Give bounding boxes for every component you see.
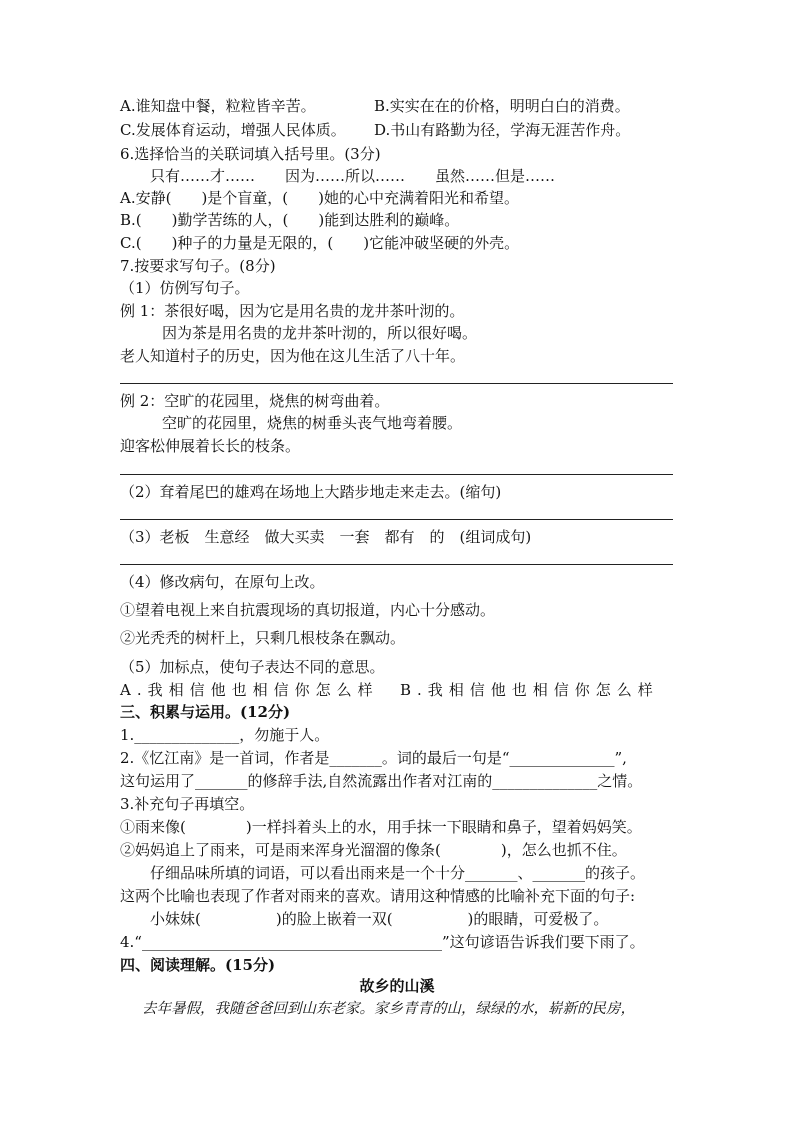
s3-q2a: 2.《忆江南》是一首词，作者是_______。词的最后一句是“______________”, [120,749,627,767]
s3-q2b: 这句运用了_______的修辞手法,自然流露出作者对江南的______________之情。 [120,772,643,790]
section-3-heading: 三、积累与运用。(12分) [120,703,291,721]
q6-b: B.( )勤学苦练的人，( )能到达胜利的巅峰。 [120,211,460,229]
q5-option-d: D.书山有路勤为径，学海无涯苦作舟。 [374,121,631,139]
q7-part2: （2）耷着尾巴的雄鸡在场地上大踏步地走来走去。(缩句) [120,483,502,501]
example2-question: 迎客松伸展着长长的枝条。 [120,437,301,455]
q7-part4-sentence2: ②光秃秃的树杆上，只剩几根枝条在飘动。 [120,629,406,647]
q6-a: A.安静( )是个盲童，( )她的心中充满着阳光和希望。 [120,189,520,207]
example1: 例 1：茶很好喝，因为它是用名贵的龙井茶叶沏的。 [120,302,465,320]
q5-option-c: C.发展体育运动，增强人民体质。 [120,121,346,139]
q5-option-b: B.实实在在的价格，明明白白的消费。 [374,97,630,115]
story-paragraph: 去年暑假，我随爸爸回到山东老家。家乡青青的山，绿绿的水，崭新的民房， [142,1001,635,1017]
q5-option-a: A.谁知盘中餐，粒粒皆辛苦。 [120,97,316,115]
q7-part5-b: B.我相信他也相信你怎么样 [400,681,659,699]
q7-title: 7.按要求写句子。(8分) [120,257,276,275]
q6-title: 6.选择恰当的关联词填入括号里。(3分) [120,145,381,163]
answer-line[interactable] [120,383,673,384]
s3-q3: 3.补充句子再填空。 [120,795,255,813]
s3-q3-2: ②妈妈追上了雨来，可是雨来浑身光溜溜的像条( )，怎么也抓不住。 [120,841,627,859]
s3-q3-3: 仔细品味所填的词语，可以看出雨来是一个十分_______、_______的孩子。 [150,864,646,882]
q7-part5: （5）加标点，使句子表达不同的意思。 [120,658,385,676]
q7-part5-a: A.我相信他也相信你怎么样 [120,681,379,699]
example2-answer: 空旷的花园里，烧焦的树垂头丧气地弯着腰。 [162,414,463,432]
example1-answer: 因为茶是用名贵的龙井茶叶沏的，所以很好喝。 [162,324,478,342]
answer-line[interactable] [120,474,673,475]
s3-q4: 4.“________________________________________”这句谚语告诉我们要下雨了。 [120,933,645,951]
q7-part4-sentence1: ①望着电视上来自抗震现场的真切报道，内心十分感动。 [120,601,496,619]
section-4-heading: 四、阅读理解。(15分) [120,956,276,974]
example1-question: 老人知道村子的历史，因为他在这儿生活了八十年。 [120,347,466,365]
q7-part1: （1）仿例写句子。 [120,279,250,297]
q6-c: C.( )种子的力量是无限的，( )它能冲破坚硬的外壳。 [120,234,520,252]
s3-q1: 1.______________，勿施于人。 [120,726,330,744]
q6-options: 只有……才…… 因为……所以…… 虽然……但是…… [150,167,556,185]
story-title: 故乡的山溪 [359,977,435,995]
s3-q3-1: ①雨来像( )一样抖着头上的水，用手抹一下眼睛和鼻子，望着妈妈笑。 [120,818,642,836]
q7-part3: （3）老板 生意经 做大买卖 一套 都有 的 (组词成句) [120,528,532,546]
answer-line[interactable] [120,564,673,565]
example2: 例 2：空旷的花园里，烧焦的树弯曲着。 [120,392,390,410]
s3-q3-5: 小妹妹( )的脸上嵌着一双( )的眼睛，可爱极了。 [150,910,609,928]
s3-q3-4: 这两个比喻也表现了作者对雨来的喜欢。请用这种情感的比喻补充下面的句子: [120,887,636,905]
q7-part4: （4）修改病句，在原句上改。 [120,573,325,591]
answer-line[interactable] [120,519,673,520]
